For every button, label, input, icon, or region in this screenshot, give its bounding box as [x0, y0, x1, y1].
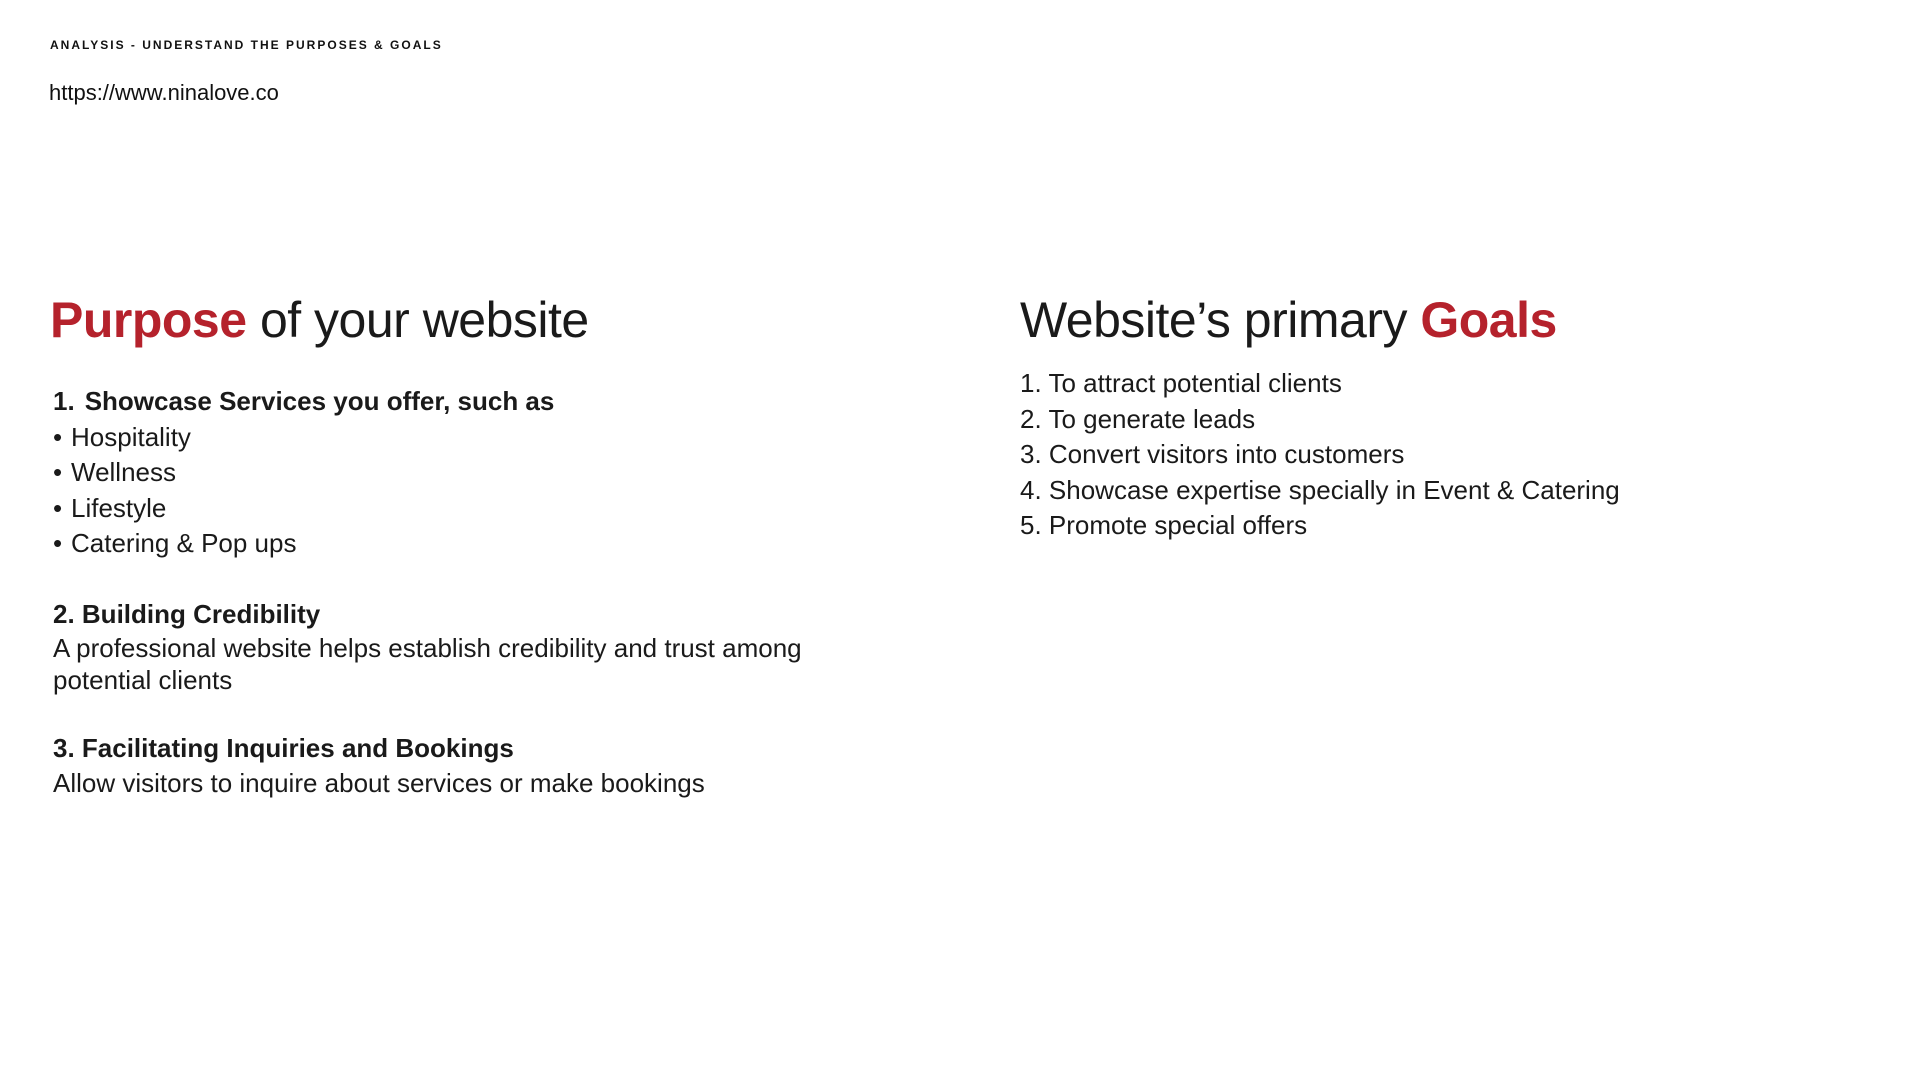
goals-heading	[1020, 290, 1557, 350]
purpose-section-1-title-text: Showcase Services you offer, such as	[84, 386, 555, 416]
bullet-icon: •	[53, 492, 63, 523]
service-item	[53, 455, 893, 491]
purpose-section-1-title	[53, 384, 893, 420]
goal-item: 5. Promote special offers	[1020, 510, 1308, 540]
purpose-heading	[50, 290, 589, 350]
bullet-icon: •	[53, 457, 63, 487]
purpose-content	[53, 384, 893, 799]
bullet-icon: •	[53, 528, 63, 558]
goal-item: 4. Showcase expertise specially in Event & Catering	[1020, 474, 1620, 505]
purpose-section-3-text: Allow visitors to inquire about services or make bookings	[53, 767, 705, 798]
goal-item: 3. Convert visitors into customers	[1020, 439, 1405, 469]
website-url: https://www.ninalove.co	[49, 80, 279, 105]
services-list	[53, 420, 893, 562]
service-item-label: Catering & Pop ups	[71, 528, 297, 558]
service-item	[53, 526, 893, 562]
goals-heading-rest: Website’s primary	[1020, 292, 1421, 348]
service-item-label: Hospitality	[71, 421, 191, 452]
service-item-label: Lifestyle	[71, 492, 167, 523]
purpose-section-2-text: A professional website helps establish credibility and trust among potential clients	[53, 633, 802, 695]
goals-list	[1020, 366, 1620, 544]
service-item	[53, 420, 893, 456]
service-item	[53, 491, 893, 527]
goal-item: 2. To generate leads	[1020, 403, 1256, 434]
purpose-heading-accent: Purpose	[50, 292, 247, 348]
purpose-section-2-title: 2. Building Credibility	[53, 598, 321, 629]
purpose-section-3-title: 3. Facilitating Inquiries and Bookings	[53, 733, 514, 763]
purpose-heading-rest: of your website	[246, 292, 589, 348]
page-eyebrow: ANALYSIS - UNDERSTAND THE PURPOSES & GOALS	[50, 38, 443, 52]
service-item-label: Wellness	[71, 457, 177, 487]
goals-heading-accent: Goals	[1420, 292, 1557, 348]
purpose-section-1-number: 1.	[53, 386, 75, 416]
bullet-icon: •	[53, 421, 63, 452]
goal-item: 1. To attract potential clients	[1020, 368, 1342, 398]
